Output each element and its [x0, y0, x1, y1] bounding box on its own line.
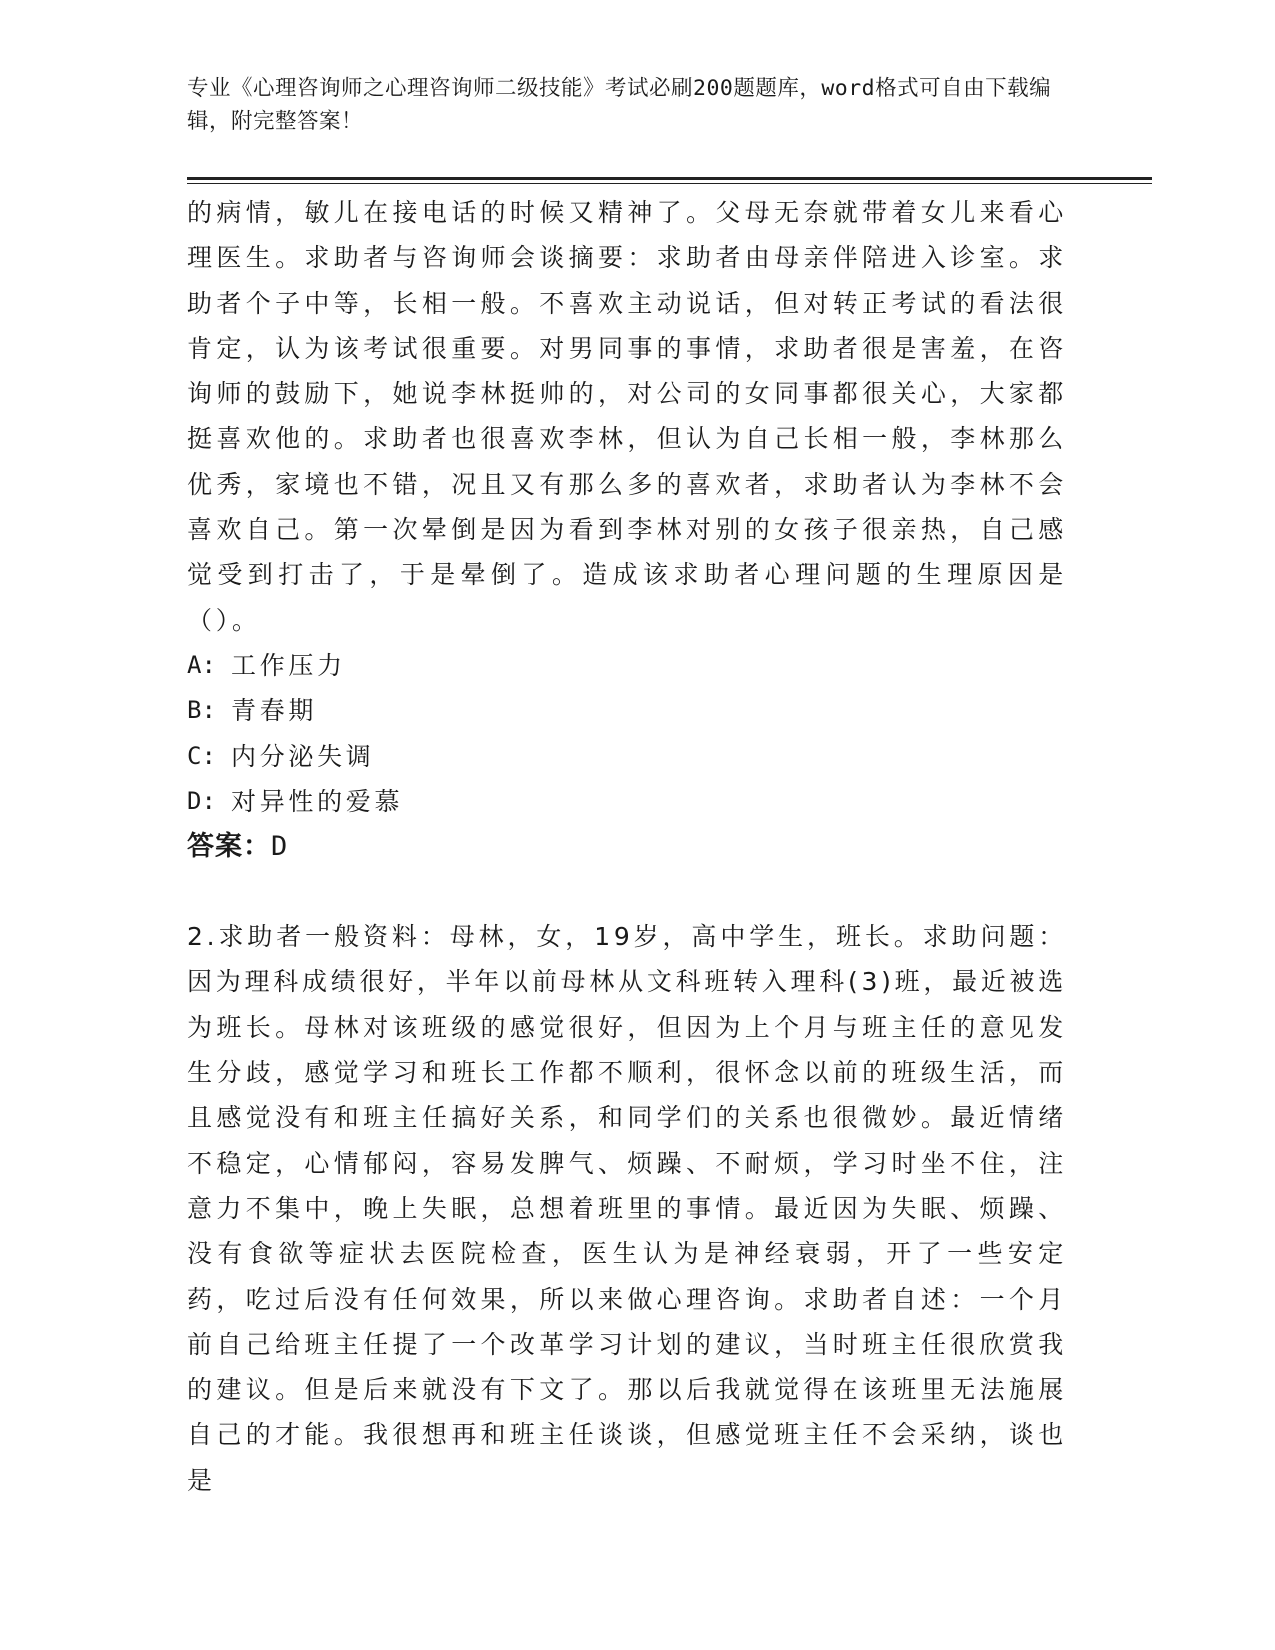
question-2	[187, 914, 1067, 1503]
option-text: 对异性的爱慕	[231, 786, 404, 816]
option-text: 青春期	[231, 696, 318, 726]
option-d	[187, 779, 1067, 824]
question-1-options	[187, 643, 1067, 824]
answer-line	[187, 824, 1067, 870]
option-text: 工作压力	[231, 650, 346, 680]
question-1-stem: 的病情，敏儿在接电话的时候又精神了。父母无奈就带着女儿来看心理医生。求助者与咨询师会谈摘要：求助者由母亲伴陪进入诊室。求助者个子中等，长相一般。不喜欢主动说话，但对转正考试的看法很肯定，认为该考试很重要。对男同事的事情，求助者很是害羞，在咨询师的鼓励下，她说李林挺帅的，对公司的女同事都很关心，大家都挺喜欢他的。求助者也很喜欢李林，但认为自己长相一般，李林那么优秀，家境也不错，况且又有那么多的喜欢者，求助者认为李林不会喜欢自己。第一次晕倒是因为看到李林对别的女孩子很亲热，自己感觉受到打击了，于是晕倒了。造成该求助者心理问题的生理原因是（）。	[187, 198, 1067, 635]
option-letter: A:	[187, 650, 216, 679]
page-header: 专业《心理咨询师之心理咨询师二级技能》考试必刷200题题库，word格式可自由下载编辑，附完整答案！	[187, 76, 1052, 134]
option-letter: C:	[187, 741, 216, 770]
answer-value: D	[271, 831, 289, 863]
document-body	[187, 190, 1067, 1503]
question-1	[187, 190, 1067, 870]
header-rule-thin	[187, 183, 1152, 184]
question-2-stem: 2.求助者一般资料：母林，女，19岁，高中学生，班长。求助问题：因为理科成绩很好，半年以前母林从文科班转入理科(3)班，最近被选为班长。母林对该班级的感觉很好，但因为上个月与班主任的意见发生分歧，感觉学习和班长工作都不顺利，很怀念以前的班级生活，而且感觉没有和班主任搞好关系，和同学们的关系也很微妙。最近情绪不稳定，心情郁闷，容易发脾气、烦躁、不耐烦，学习时坐不住，注意力不集中，晚上失眠，总想着班里的事情。最近因为失眠、烦躁、没有食欲等症状去医院检查，医生认为是神经衰弱，开了一些安定药，吃过后没有任何效果，所以来做心理咨询。求助者自述：一个月前自己给班主任提了一个改革学习计划的建议，当时班主任很欣赏我的建议。但是后来就没有下文了。那以后我就觉得在该班里无法施展自己的才能。我很想再和班主任谈谈，但感觉班主任不会采纳，谈也是	[187, 922, 1067, 1495]
option-b	[187, 688, 1067, 733]
option-letter: D:	[187, 786, 216, 815]
answer-label: 答案：	[187, 831, 271, 863]
option-c	[187, 734, 1067, 779]
option-text: 内分泌失调	[231, 741, 375, 771]
option-letter: B:	[187, 696, 216, 725]
option-a	[187, 643, 1067, 688]
header-rule-thick	[187, 177, 1152, 180]
